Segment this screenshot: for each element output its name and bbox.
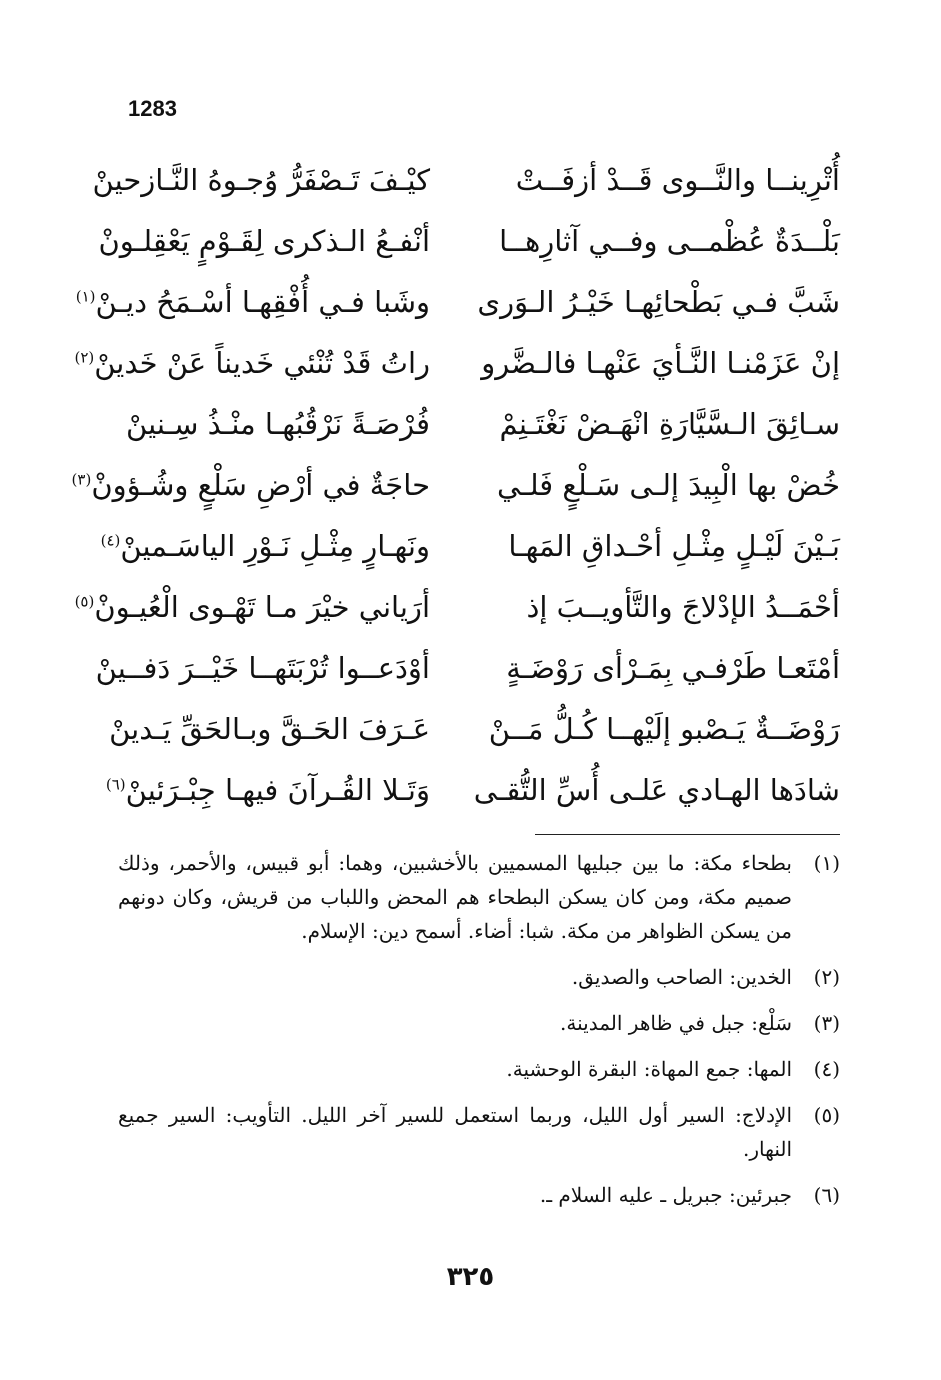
- footnote-ref: (٦): [105, 775, 126, 794]
- footnote: [118, 1098, 840, 1166]
- second-hemistich: [92, 150, 430, 211]
- second-hemistich-text: وَتَـلا القُـرآنَ فيهـا جِبْـرَئينْ: [125, 773, 430, 807]
- second-hemistich-text: عَـرَفَ الحَـقَّ وبـالحَقِّ يَـدينْ: [109, 712, 430, 746]
- verse: [75, 272, 840, 333]
- second-hemistich: [98, 211, 430, 272]
- poem: [71, 150, 840, 821]
- first-hemistich: أحْمَــدُ الإدْلاجَ والتَّأويــبَ إذ: [526, 590, 840, 624]
- verse: [100, 516, 840, 577]
- second-hemistich-text: وشَبا فـي أُفْقِهـا أسْـمَحُ ديـنْ: [95, 285, 430, 319]
- footnote-text: جبرئين: جبريل ـ عليه السلام ـ.: [539, 1183, 792, 1207]
- second-hemistich-text: راتُ قَدْ تُنْئي خَديناً عَنْ خَدينْ: [94, 346, 430, 380]
- second-hemistich: [100, 516, 430, 577]
- footnote: [118, 960, 840, 994]
- second-hemistich-text: فُرْصَـةً نَرْقُبُهـا منْـذُ سِـنينْ: [126, 407, 430, 441]
- footnote-ref: (٤): [100, 531, 121, 550]
- footnote-number: (١): [813, 851, 840, 875]
- verse: [92, 150, 840, 211]
- verse: [74, 333, 840, 394]
- footnote: [118, 1052, 840, 1086]
- first-hemistich: شَبَّ فـي بَطْحائِهـا خَيْـرُ الـوَرى: [477, 285, 840, 319]
- footnotes: [118, 846, 840, 1224]
- second-hemistich-text: كيْـفَ تَـصْفَرُّ وُجـوهُ النَّـازحينْ: [92, 163, 430, 197]
- first-hemistich: بَلْــدَةٌ عُظْمــى وفــي آثارِهــا: [499, 224, 840, 258]
- footnote-text: المها: جمع المهاة: البقرة الوحشية.: [506, 1057, 792, 1081]
- second-hemistich: [74, 577, 430, 638]
- footnote-text: سَلْع: جبل في ظاهر المدينة.: [560, 1011, 792, 1035]
- footnote-number: (٢): [813, 965, 840, 989]
- second-hemistich: [110, 699, 430, 760]
- second-hemistich: [95, 638, 430, 699]
- footnote-separator: [535, 834, 840, 835]
- verse: [110, 699, 840, 760]
- second-hemistich-text: أرَياني خيْرَ مـا تَهْـوى الْعُيـونْ: [94, 590, 430, 624]
- second-hemistich: [71, 455, 430, 516]
- page-number-bottom: ٣٢٥: [446, 1262, 495, 1292]
- verse: [110, 394, 840, 455]
- footnote: [118, 1006, 840, 1040]
- verse: [98, 211, 840, 272]
- page-number-top: 1283: [128, 96, 177, 121]
- second-hemistich-text: أنْفـعُ الـذكرى لِقَـوْمٍ يَعْقِلـونْ: [98, 224, 430, 258]
- footnote-ref: (١): [75, 287, 96, 306]
- footnote-number: (٦): [813, 1183, 840, 1207]
- second-hemistich-text: أوْدَعــوا تُرْبَتَهــا خَيْــرَ دَفــينْ: [95, 651, 430, 685]
- footnote-number: (٤): [813, 1057, 840, 1081]
- first-hemistich: بَـيْنَ لَيْـلٍ مِثْـلِ أحْـداقِ المَهـا: [508, 529, 840, 563]
- first-hemistich: سـائِقَ الـسَّيَّارَةِ انْهَـضْ نَغْتَـنِمْ: [499, 407, 840, 441]
- first-hemistich: إنْ عَزَمْنـا النَّـأيَ عَنْهـا فالـضَّرو: [481, 346, 840, 380]
- verse: [71, 455, 840, 516]
- first-hemistich: خُضْ بها الْبِيدَ إلـى سَـلْعٍ فَلـي: [497, 468, 840, 502]
- footnote-number: (٣): [813, 1011, 840, 1035]
- footnote: [118, 1178, 840, 1212]
- second-hemistich: [105, 760, 430, 821]
- second-hemistich: [74, 333, 430, 394]
- footnote-text: الإدلاج: السير أول الليل، وربما استعمل للسير آخر الليل. التأويب: السير جميع النهار.: [118, 1103, 792, 1161]
- footnote-text: بطحاء مكة: ما بين جبليها المسميين بالأخشبين، وهما: أبو قبيس، والأحمر، وذلك صميم مكة، ومن كان يسكن البطحاء هم المحض واللباب من قريش، وكان دونهم من يسكن الظواهر من مكة. شبا: أضاء. أسمح دين: الإسلام.: [118, 851, 792, 943]
- first-hemistich: رَوْضَــةٌ يَـصْبو إلَيْهــا كُـلُّ مَــنْ: [488, 712, 840, 746]
- second-hemistich-text: حاجَةٌ في أرْضِ سَلْعٍ وشُـؤونْ: [91, 468, 430, 502]
- second-hemistich: [110, 394, 430, 455]
- first-hemistich: شادَها الهـادي عَلـى أُسِّ التُّقـى: [473, 773, 840, 807]
- first-hemistich: أُتْرِينــا والنَّــوى قَــدْ أزفَــتْ: [515, 163, 840, 197]
- first-hemistich: أمْتَعـا طَرْفـي بِمَـرْأى رَوْضَـةٍ: [506, 651, 840, 685]
- footnote: [118, 846, 840, 948]
- second-hemistich: [75, 272, 430, 333]
- footnote-ref: (٢): [74, 348, 95, 367]
- footnote-ref: (٥): [74, 592, 95, 611]
- footnote-number: (٥): [813, 1103, 840, 1127]
- footnote-ref: (٣): [71, 470, 92, 489]
- second-hemistich-text: ونَهـارٍ مِثْـلِ نَـوْرِ الياسَـمينْ: [120, 529, 430, 563]
- verse: [74, 577, 840, 638]
- verse: [105, 760, 840, 821]
- footnote-text: الخدين: الصاحب والصديق.: [571, 965, 792, 989]
- verse: [95, 638, 840, 699]
